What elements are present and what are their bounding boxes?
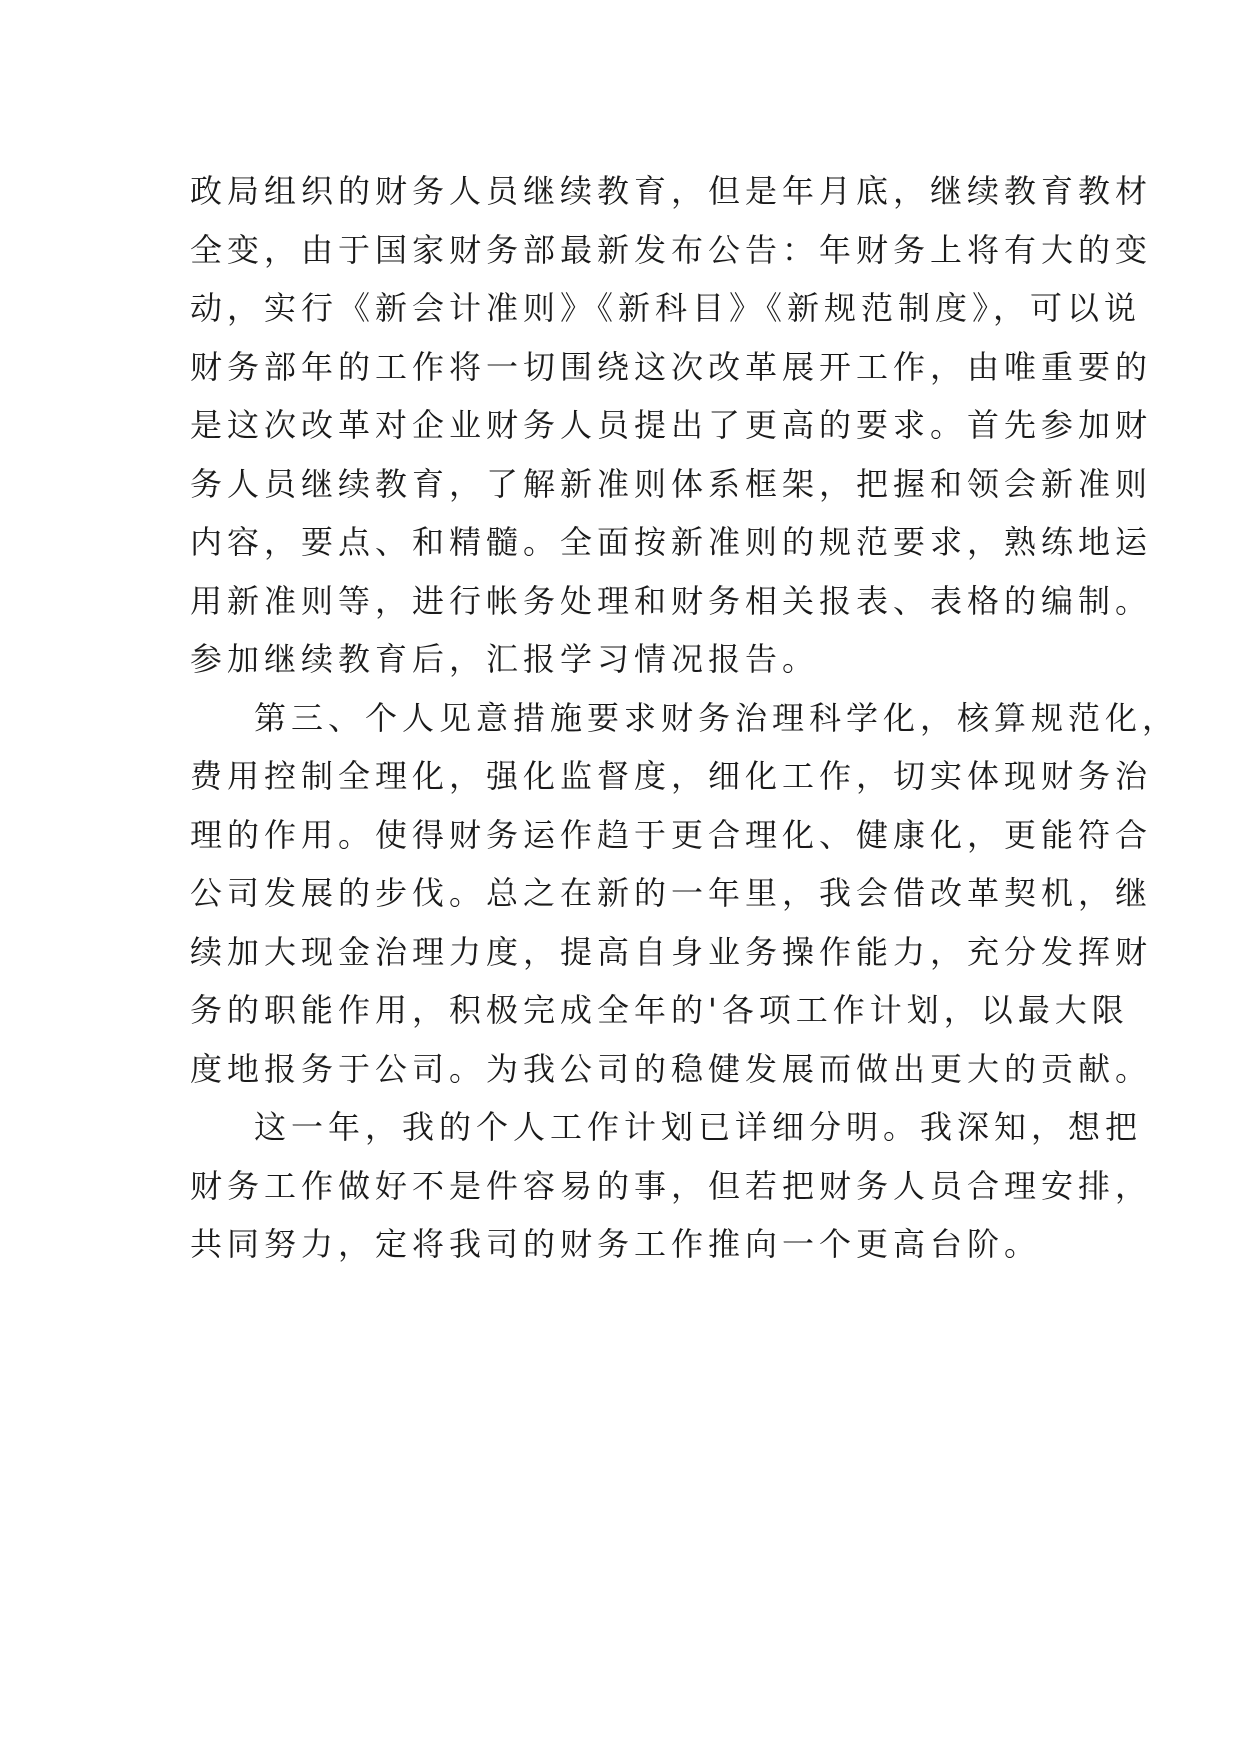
text-line: 财务工作做好不是件容易的事，但若把财务人员合理安排， bbox=[190, 1166, 1153, 1205]
text-line: 共同努力，定将我司的财务工作推向一个更高台阶。 bbox=[190, 1225, 1042, 1263]
text-line: 续加大现金治理力度，提高自身业务操作能力，充分发挥财 bbox=[190, 932, 1153, 971]
text-line: 理的作用。使得财务运作趋于更合理化、健康化，更能符合 bbox=[190, 815, 1153, 854]
text-line: 公司发展的步伐。总之在新的一年里，我会借改革契机，继 bbox=[190, 874, 1153, 912]
document-body bbox=[190, 162, 1180, 1274]
paragraph-1 bbox=[190, 162, 1153, 689]
text-line: 全变，由于国家财务部最新发布公告：年财务上将有大的变 bbox=[190, 230, 1153, 269]
text-line: 财务部年的工作将一切围绕这次改革展开工作，由唯重要的 bbox=[190, 347, 1153, 386]
text-line: 务人员继续教育，了解新准则体系框架，把握和领会新准则 bbox=[190, 464, 1153, 503]
text-line: 度地报务于公司。为我公司的稳健发展而做出更大的贡献。 bbox=[190, 1049, 1153, 1088]
text-line: 政局组织的财务人员继续教育，但是年月底，继续教育教材 bbox=[190, 172, 1153, 210]
text-line: 参加继续教育后，汇报学习情况报告。 bbox=[190, 640, 820, 678]
text-line: 务的职能作用，积极完成全年的'各项工作计划，以最大限 bbox=[190, 991, 1129, 1029]
text-line: 动，实行《新会计准则》《新科目》《新规范制度》，可以说 bbox=[190, 289, 1142, 327]
text-line: 是这次改革对企业财务人员提出了更高的要求。首先参加财 bbox=[190, 406, 1153, 444]
text-line-indented: 第三、个人见意措施要求财务治理科学化，核算规范化， bbox=[254, 698, 1180, 737]
paragraph-3 bbox=[190, 1098, 1153, 1274]
text-line: 用新准则等，进行帐务处理和财务相关报表、表格的编制。 bbox=[190, 581, 1153, 620]
text-line: 内容，要点、和精髓。全面按新准则的规范要求，熟练地运 bbox=[190, 523, 1153, 561]
paragraph-2 bbox=[190, 689, 1180, 1099]
text-line-indented: 这一年，我的个人工作计划已详细分明。我深知，想把 bbox=[254, 1108, 1143, 1146]
text-line: 费用控制全理化，强化监督度，细化工作，切实体现财务治 bbox=[190, 757, 1153, 795]
